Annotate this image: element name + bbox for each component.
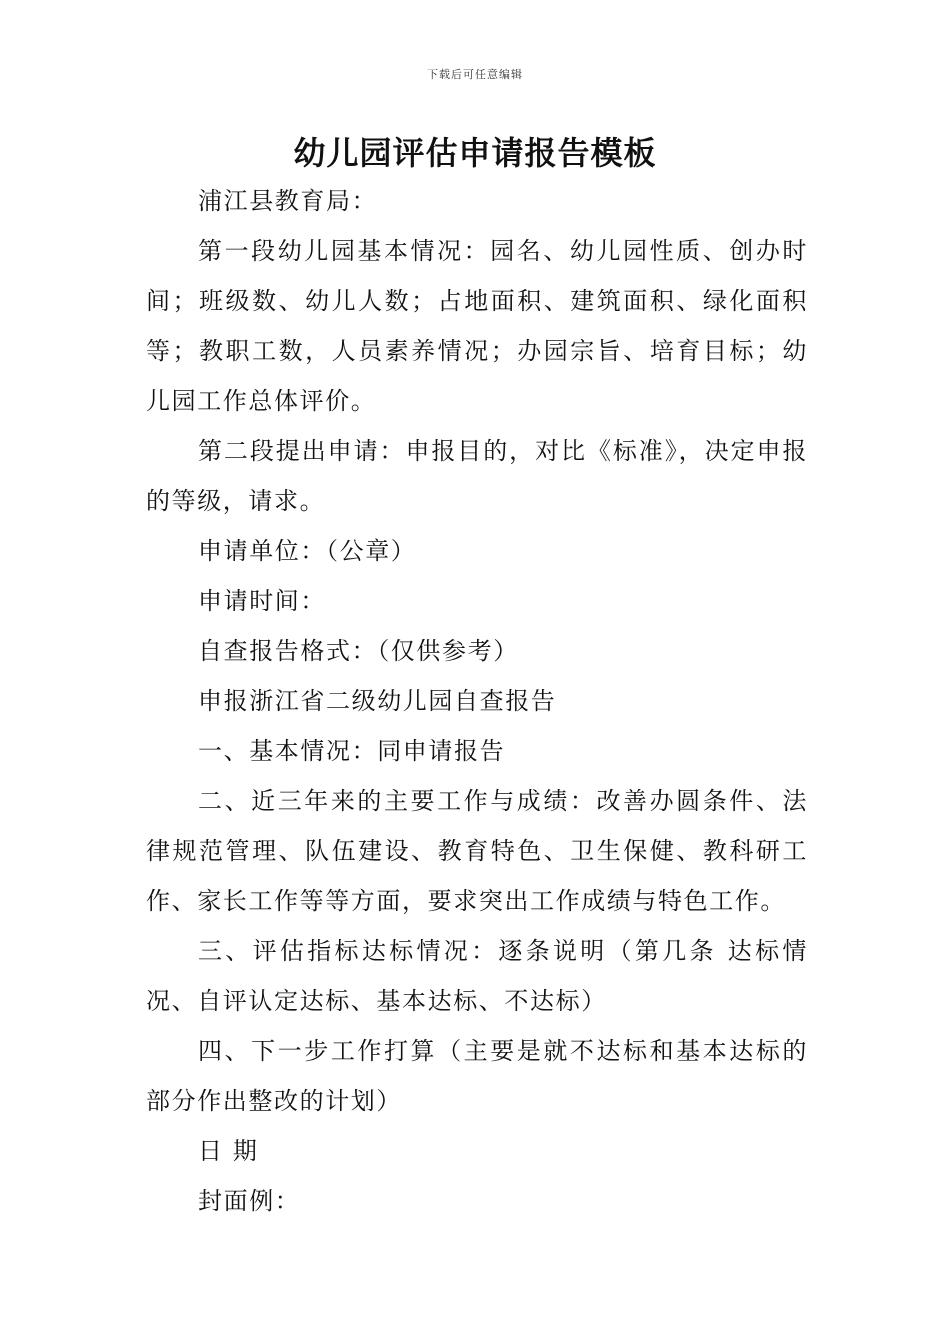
paragraph-cover-example: 封面例：: [198, 1187, 301, 1215]
paragraph-applicant-unit: 申请单位：（公章）: [198, 537, 417, 565]
paragraph-basic-info: 第一段幼儿园基本情况：园名、幼儿园性质、创办时间；班级数、幼儿人数；占地面积、建筑面积、绿化面积等；教职工数，人员素养情况；办园宗旨、培育目标；幼儿园工作总体评价。: [146, 237, 808, 415]
paragraph-section-2: 二、近三年来的主要工作与成绩：改善办圆条件、法律规范管理、队伍建设、教育特色、卫生保健、教科研工作、家长工作等等方面，要求突出工作成绩与特色工作。: [146, 787, 808, 915]
document-body: [146, 176, 808, 1226]
paragraph-section-1: 一、基本情况：同申请报告: [198, 737, 506, 765]
paragraph-application-time: 申请时间：: [198, 587, 326, 615]
paragraph-application: 第二段提出申请：申报目的，对比《标准》，决定申报的等级，请求。: [146, 437, 808, 515]
paragraph-self-report-title: 申报浙江省二级幼儿园自查报告: [198, 687, 557, 715]
paragraph-recipient: 浦江县教育局：: [198, 187, 378, 215]
document-title: 幼儿园评估申请报告模板: [293, 134, 657, 172]
header-note: 下载后可任意编辑: [427, 68, 523, 81]
paragraph-date: 日 期: [198, 1137, 259, 1165]
paragraph-section-3: 三、评估指标达标情况：逐条说明（第几条 达标情况、自评认定达标、基本达标、不达标）: [146, 937, 808, 1015]
paragraph-section-4: 四、下一步工作打算（主要是就不达标和基本达标的部分作出整改的计划）: [146, 1037, 808, 1115]
paragraph-self-report-format: 自查报告格式：（仅供参考）: [198, 637, 519, 665]
